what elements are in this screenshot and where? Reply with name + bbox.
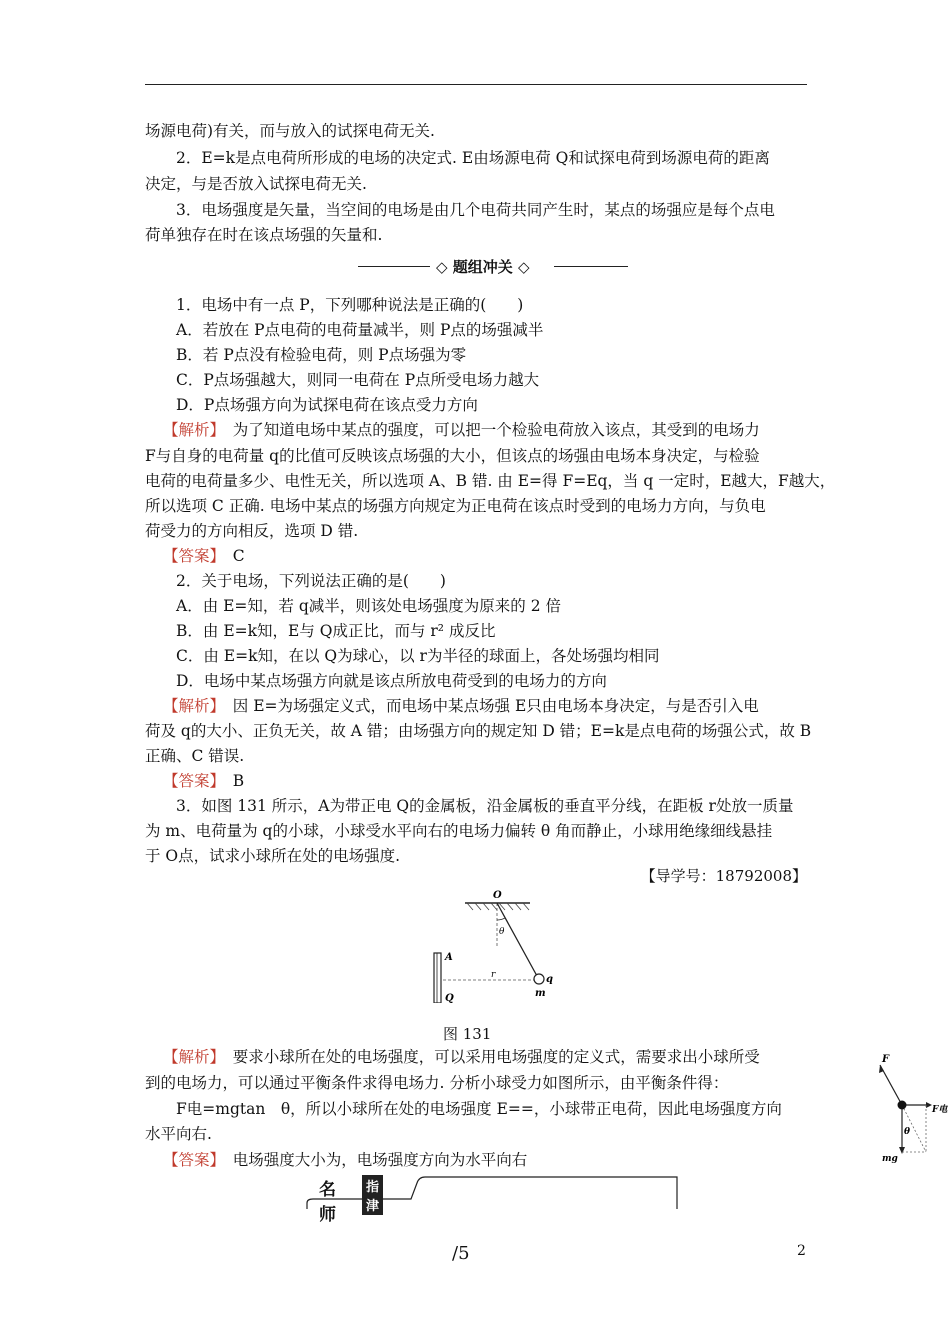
analysis-line [163, 696, 759, 716]
option: D．电场中某点场强方向就是该点所放电荷受到的电场力的方向 [176, 672, 607, 690]
label-mg: mg [882, 1154, 898, 1164]
analysis-line [163, 420, 760, 440]
label-Fe: F电 [932, 1105, 948, 1115]
text-line: 荷单独存在时在该点场强的矢量和. [145, 226, 383, 244]
analysis-line: 电荷的电荷量多少、电性无关，所以选项 A、B 错. 由 E=得 F=Eq，当 q 一定时，E越大，F越大， [145, 472, 836, 490]
answer-value: C [232, 547, 245, 565]
analysis-line: F电=mgtan θ，所以小球所在处的电场强度 E==，小球带正电荷，因此电场强度方向 [176, 1100, 782, 1118]
pendulum-figure [425, 888, 565, 1003]
analysis-tag: 【解析】 [163, 421, 218, 439]
header-rule [145, 84, 807, 85]
force-diagram [868, 1050, 948, 1165]
analysis-tag: 【解析】 [163, 1048, 218, 1066]
question-stem: 为 m、电荷量为 q的小球，小球受水平向右的电场力偏转 θ 角而静止，小球用绝缘细线悬挂 [145, 822, 773, 840]
label-O: O [493, 890, 502, 901]
analysis-line: 正确、C 错误. [145, 747, 245, 765]
page-number: 2 [797, 1243, 806, 1259]
label-m: m [535, 988, 546, 999]
option: B．由 E=k知，E与 Q成正比，而与 r² 成反比 [176, 622, 496, 640]
label-theta: θ [499, 927, 505, 937]
label-q: q [546, 974, 553, 985]
label-theta-side: θ [904, 1127, 911, 1137]
heading-rule-right [554, 266, 628, 267]
figure-caption: 图 131 [443, 1025, 492, 1043]
mingshi-badge: 指津 [362, 1175, 383, 1215]
analysis-line: 所以选项 C 正确. 电场中某点的场强方向规定为正电荷在该点时受到的电场力方向，与负电 [145, 497, 766, 515]
page-suffix: /5 [452, 1243, 470, 1264]
label-A: A [445, 952, 453, 963]
option: C．P点场强越大，则同一电荷在 P点所受电场力越大 [176, 371, 540, 389]
text-line: 3．电场强度是矢量，当空间的电场是由几个电荷共同产生时，某点的场强应是每个点电 [176, 201, 775, 219]
answer-value: B [232, 772, 245, 790]
question-stem: 2．关于电场，下列说法正确的是( ) [176, 572, 446, 590]
label-Q: Q [445, 993, 454, 1003]
text-line: 2．E=k是点电荷所形成的电场的决定式. E由场源电荷 Q和试探电荷到场源电荷的距离 [176, 149, 770, 167]
answer-tag: 【答案】 [163, 1151, 218, 1169]
answer-value: 电场强度大小为，电场强度方向为水平向右 [232, 1151, 528, 1169]
option: D．P点场强方向为试探电荷在该点受力方向 [176, 396, 478, 414]
text-line: 决定，与是否放入试探电荷无关. [145, 175, 367, 193]
option: B．若 P点没有检验电荷，则 P点场强为零 [176, 346, 467, 364]
answer-line [163, 771, 244, 791]
answer-line [163, 546, 245, 566]
analysis-text: 为了知道电场中某点的强度，可以把一个检验电荷放入该点，其受到的电场力 [232, 421, 760, 439]
analysis-line: 荷受力的方向相反，选项 D 错. [145, 522, 359, 540]
answer-tag: 【答案】 [163, 772, 218, 790]
section-title-text: 题组冲关 [452, 258, 513, 276]
analysis-line [163, 1047, 760, 1067]
analysis-line: 荷及 q的大小、正负无关，故 A 错；由场强方向的规定知 D 错；E=k是点电荷的场强公式，故 B [145, 722, 812, 740]
analysis-text: 要求小球所在处的电场强度，可以采用电场强度的定义式，需要求出小球所受 [232, 1048, 760, 1066]
section-heading [358, 256, 628, 278]
analysis-line: 水平向右. [145, 1125, 212, 1143]
analysis-line: F与自身的电荷量 q的比值可反映该点场强的大小，但该点的场强由电场本身决定，与检验 [145, 447, 760, 465]
mingshi-title: 名师 [319, 1180, 336, 1225]
answer-tag: 【答案】 [163, 547, 218, 565]
question-stem: 1．电场中有一点 P，下列哪种说法是正确的( ) [176, 296, 524, 314]
option: A．若放在 P点电荷的电荷量减半，则 P点的场强减半 [176, 321, 544, 339]
option: C．由 E=k知，在以 Q为球心，以 r为半径的球面上，各处场强均相同 [176, 647, 660, 665]
question-stem: 于 O点，试求小球所在处的电场强度. [145, 847, 401, 865]
text-line: 场源电荷)有关，而与放入的试探电荷无关. [145, 122, 435, 140]
heading-rule-left [358, 266, 430, 267]
option: A．由 E=知，若 q减半，则该处电场强度为原来的 2 倍 [176, 597, 561, 615]
guide-number: 【导学号：18792008】 [640, 867, 807, 885]
answer-line [163, 1150, 527, 1170]
label-r: r [491, 970, 496, 980]
section-title: ◇ 题组冲关 ◇ [436, 258, 530, 276]
question-stem: 3．如图 131 所示，A为带正电 Q的金属板，沿金属板的垂直平分线，在距板 r处放一质量 [176, 797, 794, 815]
analysis-line: 到的电场力，可以通过平衡条件求得电场力. 分析小球受力如图所示，由平衡条件得： [145, 1074, 729, 1092]
analysis-text: 因 E=为场强定义式，而电场中某点场强 E只由电场本身决定，与是否引入电 [232, 697, 759, 715]
analysis-tag: 【解析】 [163, 697, 218, 715]
label-F: F [882, 1054, 890, 1065]
